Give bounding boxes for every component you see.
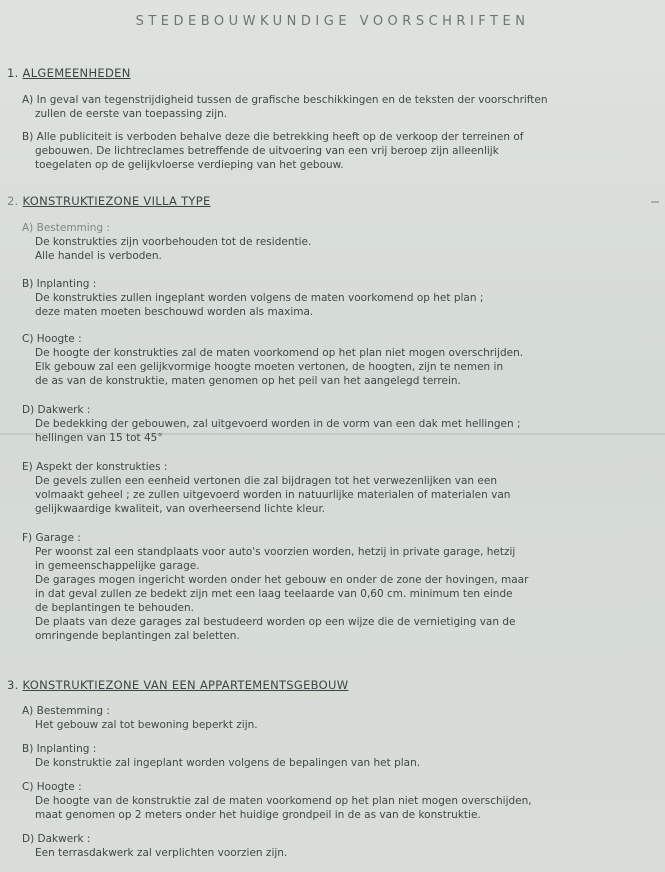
clause-line: De hoogte van de konstruktie zal de maten voorkomend op het plan niet mogen overschijden, [35, 795, 532, 807]
section-heading-2 [7, 194, 211, 208]
clause-line: Een terrasdakwerk zal verplichten voorzien zijn. [35, 847, 288, 859]
clause-3d [22, 832, 287, 860]
clause-label: C) Hoogte : [22, 333, 82, 345]
clause-1b [22, 130, 523, 172]
clause-line: maat genomen op 2 meters onder het huidige grondpeil in de as van de konstruktie. [35, 809, 481, 821]
clause-line: volmaakt geheel ; ze zullen uitgevoerd worden in natuurlijke materialen of materialen van [35, 489, 511, 501]
clause-label: A) Bestemming : [22, 222, 110, 234]
section-heading-3 [7, 678, 348, 692]
clause-line: De konstruktie zal ingeplant worden volgens de bepalingen van het plan. [35, 757, 421, 769]
section-number: 2. [7, 194, 19, 208]
section-number: 3. [7, 678, 19, 692]
clause-2f [22, 531, 528, 643]
clause-label: A) In geval van tegenstrijdigheid tussen de grafische beschikkingen en de teksten der voorschriften [22, 94, 548, 106]
clause-line: gelijkwaardige kwaliteit, van overheersend lichte kleur. [35, 503, 326, 515]
clause-line: De konstrukties zijn voorbehouden tot de residentie. [35, 236, 312, 248]
section-heading-1 [7, 66, 131, 80]
clause-line: zullen de eerste van toepassing zijn. [35, 108, 228, 120]
clause-label: A) Bestemming : [22, 705, 110, 717]
margin-mark [651, 201, 659, 203]
clause-line: in gemeenschappelijke garage. [35, 560, 200, 572]
clause-line: gebouwen. De lichtreclames betreffende de uitvoering van een vrij beroep zijn alleenlijk [35, 145, 499, 157]
clause-line: De konstrukties zullen ingeplant worden volgens de maten voorkomend op het plan ; [35, 292, 484, 304]
clause-2b [22, 277, 483, 319]
clause-line: Het gebouw zal tot bewoning beperkt zijn. [35, 719, 258, 731]
clause-line: Alle handel is verboden. [35, 250, 162, 262]
clause-label: C) Hoogte : [22, 781, 82, 793]
document-title: STEDEBOUWKUNDIGE VOORSCHRIFTEN [135, 14, 530, 29]
section-number: 1. [7, 66, 19, 80]
clause-line: Per woonst zal een standplaats voor auto's voorzien worden, hetzij in private garage, hetzij [35, 546, 516, 558]
clause-line: De plaats van deze garages zal bestudeerd worden op een wijze die de vernietiging van de [35, 616, 516, 628]
section-title: ALGEMEENHEDEN [22, 66, 131, 80]
clause-line: de beplantingen te behouden. [35, 602, 194, 614]
clause-line: hellingen van 15 tot 45° [35, 432, 163, 444]
clause-line: deze maten moeten beschouwd worden als maxima. [35, 306, 314, 318]
clause-line: omringende beplantingen zal beletten. [35, 630, 240, 642]
section-title: KONSTRUKTIEZONE VILLA TYPE [22, 194, 211, 208]
clause-line: De garages mogen ingericht worden onder het gebouw en onder de zone der hovingen, maar [35, 574, 529, 586]
section-title: KONSTRUKTIEZONE VAN EEN APPARTEMENTSGEBOUW [22, 678, 349, 692]
clause-label: D) Dakwerk : [22, 833, 91, 845]
clause-label: F) Garage : [22, 532, 81, 544]
clause-label: B) Alle publiciteit is verboden behalve deze die betrekking heeft op de verkoop der terreinen of [22, 131, 524, 143]
clause-line: De bedekking der gebouwen, zal uitgevoerd worden in de vorm van een dak met hellingen ; [35, 418, 521, 430]
clause-3c [22, 780, 532, 822]
clause-2c [22, 332, 523, 388]
clause-2e [22, 460, 510, 516]
clause-label: B) Inplanting : [22, 743, 97, 755]
clause-label: B) Inplanting : [22, 278, 97, 290]
clause-1a [22, 93, 548, 121]
clause-3a [22, 704, 258, 732]
clause-line: toegelaten op de gelijkvloerse verdieping van het gebouw. [35, 159, 344, 171]
clause-line: De gevels zullen een eenheid vertonen die zal bijdragen tot het verwezenlijken van een [35, 475, 497, 487]
clause-line: de as van de konstruktie, maten genomen op het peil van het aangelegd terrein. [35, 375, 461, 387]
clause-3b [22, 742, 420, 770]
clause-line: Elk gebouw zal een gelijkvormige hoogte moeten vertonen, de hoogten, zijn te nemen in [35, 361, 504, 373]
clause-line: De hoogte der konstrukties zal de maten voorkomend op het plan niet mogen overschrijden. [35, 347, 524, 359]
clause-line: in dat geval zullen ze bedekt zijn met een laag teelaarde van 0,60 cm. minimum ten einde [35, 588, 513, 600]
clause-2a [22, 221, 311, 263]
clause-2d [22, 403, 521, 445]
clause-label: E) Aspekt der konstrukties : [22, 461, 168, 473]
clause-label: D) Dakwerk : [22, 404, 91, 416]
